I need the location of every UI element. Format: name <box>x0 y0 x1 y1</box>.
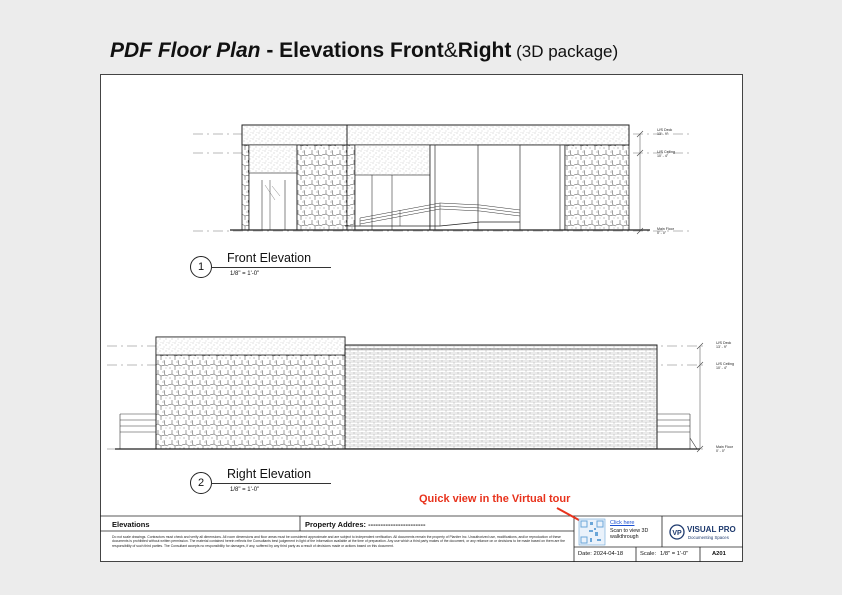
logo-initials: VP <box>672 530 682 537</box>
click-here-link[interactable]: Click here <box>610 520 635 526</box>
right-level-ceiling <box>716 362 734 370</box>
right-level-floor <box>716 445 733 453</box>
level-value: 13' - 9" <box>657 132 669 136</box>
title-part-5: (3D package) <box>511 42 619 61</box>
sheet-number: A201 <box>712 551 726 557</box>
right-elevation-drawing <box>107 337 705 452</box>
brand-name: VISUAL PRO <box>687 525 736 534</box>
front-level-floor <box>657 227 674 235</box>
front-elevation-drawing <box>193 125 690 234</box>
title-part-1: PDF Floor Plan <box>110 39 261 62</box>
scale-label: Scale: <box>640 551 657 557</box>
property-address: Property Addres: ----------------------- <box>305 520 426 529</box>
elevation-1-title: Front Elevation <box>227 251 312 265</box>
level-name: Main Floor <box>716 445 733 449</box>
title-part-2: - Elevations Front <box>260 39 444 62</box>
title-part-3: & <box>443 39 458 62</box>
elevation-2-scale: 1/8" = 1'-0" <box>230 487 260 493</box>
level-name: Main Floor <box>657 227 674 231</box>
sheet-date: Date: 2024-04-18 <box>578 551 624 557</box>
elevation-1-underline <box>211 267 331 268</box>
title-part-4: Right <box>457 39 512 62</box>
elevation-1-scale: 1/8" = 1'-0" <box>230 271 260 277</box>
level-value: 10' - 4" <box>716 366 728 370</box>
level-name: U/S Deck <box>716 341 732 345</box>
elevation-2-title: Right Elevation <box>227 467 312 481</box>
qr-code-icon[interactable] <box>579 519 605 545</box>
level-value: 0' - 0" <box>657 231 667 235</box>
scan-instructions: Scan to view 3D walkthrough <box>610 528 649 540</box>
right-level-deck <box>716 341 731 349</box>
level-name: U/S Ceiling <box>657 150 675 154</box>
level-name: U/S Ceiling <box>716 362 734 366</box>
virtual-tour-note: Quick view in the Virtual tour <box>419 493 571 505</box>
visual-pro-logo <box>670 525 684 539</box>
front-level-ceiling <box>657 150 675 158</box>
front-level-deck <box>657 128 672 136</box>
level-name: U/S Deck <box>657 128 673 132</box>
level-value: 10' - 4" <box>657 154 669 158</box>
elevation-1-marker: 1 <box>190 256 212 278</box>
scale-value: 1/8" = 1'-0" <box>660 551 689 557</box>
sheet-name: Elevations <box>112 520 150 529</box>
elevation-2-underline <box>211 483 331 484</box>
level-value: 0' - 0" <box>716 449 726 453</box>
brand-subtitle: Documenting Spaces <box>688 535 729 540</box>
elevation-2-marker: 2 <box>190 472 212 494</box>
level-value: 13' - 9" <box>716 345 728 349</box>
disclaimer-text: Do not scale drawings. Contractors must check and verify all dimensions. All room dimensions and floor areas must be considered approximate and are subject to independent verification. All documents remain the property of Planiter Inc. Unauthorized use, modifications, and/or reproduction of these documents is prohibited without written permission. The material contained herein reflects the Consultants best judgement in light of the information available at the time of preparation. Any use which a third party makes of the document, or any reliance on or decisions to be made based on them are the responsibility of such third parties. The Consultant accepts no responsibility for damages, if any, suffered by any third party as a result of decisions made or actions based on this document. <box>112 535 566 548</box>
